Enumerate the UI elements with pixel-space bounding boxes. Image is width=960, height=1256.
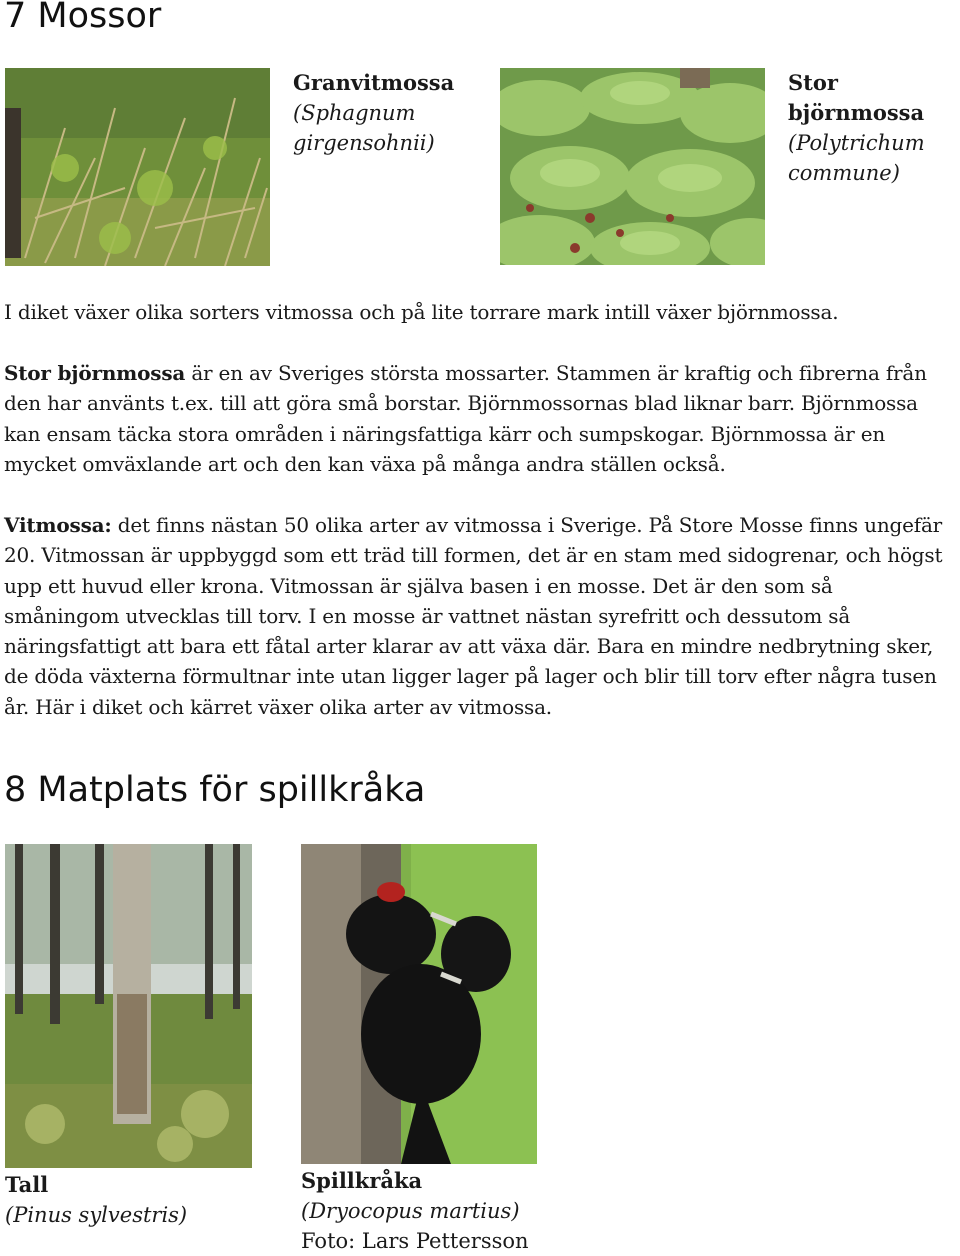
- bjornmossa-text: är en av Sveriges största mossarter. Stammen är kraftig och fibrerna från den har använts t.ex. till att göra små borstar. Björnmossornas blad liknar barr. Björnmossa kan ensam täcka stora områden i näringsfattiga kärr och sumpskogar. Björnmossa är en mycket omväxlande art och den kan växa på många andra ställen också.: [4, 361, 927, 476]
- vitmossa-lead: Vitmossa:: [4, 513, 112, 537]
- intro-paragraph: I diket växer olika sorters vitmossa och på lite torrare mark intill växer björnmossa.: [4, 300, 839, 324]
- tall-caption: [5, 1170, 187, 1230]
- section-8-heading: 8 Matplats för spillkråka: [4, 770, 426, 810]
- spillkraka-caption: [301, 1166, 529, 1256]
- spillkraka-latin: (Dryocopus martius): [301, 1199, 520, 1223]
- granvitmossa-photo: [5, 68, 270, 266]
- granvitmossa-latin: (Sphagnum girgensohnii): [293, 101, 435, 155]
- vitmossa-text: det finns nästan 50 olika arter av vitmossa i Sverige. På Store Mosse finns ungefär 20. Vitmossan är uppbyggd som ett träd till formen, det är en stam med sidogrenar, och högst upp ett huvud eller krona. Vitmossan är själva basen i en mosse. Det är den som så småningom utvecklas till torv. I en mosse är vattnet nästan syrefritt och dessutom så näringsfattigt att bara ett fåtal arter klarar av att växa där. Bara en mindre nedbrytning sker, de döda växterna förmultnar inte utan ligger lager på lager och blir till torv efter några tusen år. Här i diket och kärret växer olika arter av vitmossa.: [4, 513, 943, 719]
- section-7-heading: 7 Mossor: [4, 0, 162, 36]
- vitmossa-paragraph: [4, 510, 954, 722]
- granvitmossa-name: Granvitmossa: [293, 70, 455, 95]
- photo-credit: Foto: Lars Pettersson: [301, 1229, 529, 1253]
- spillkraka-name: Spillkråka: [301, 1168, 423, 1193]
- spillkraka-photo: [301, 844, 537, 1164]
- granvitmossa-caption: [293, 68, 454, 158]
- stor-bjornmossa-name: Stor björnmossa: [788, 70, 925, 125]
- tall-photo: [5, 844, 252, 1168]
- bjornmossa-paragraph: [4, 358, 954, 479]
- stor-bjornmossa-photo: [500, 68, 765, 265]
- stor-bjornmossa-caption: [788, 68, 948, 188]
- tall-latin: (Pinus sylvestris): [5, 1203, 188, 1227]
- stor-bjornmossa-latin: (Polytrichum commune): [788, 131, 925, 185]
- bjornmossa-lead: Stor björnmossa: [4, 361, 186, 385]
- tall-name: Tall: [5, 1172, 49, 1197]
